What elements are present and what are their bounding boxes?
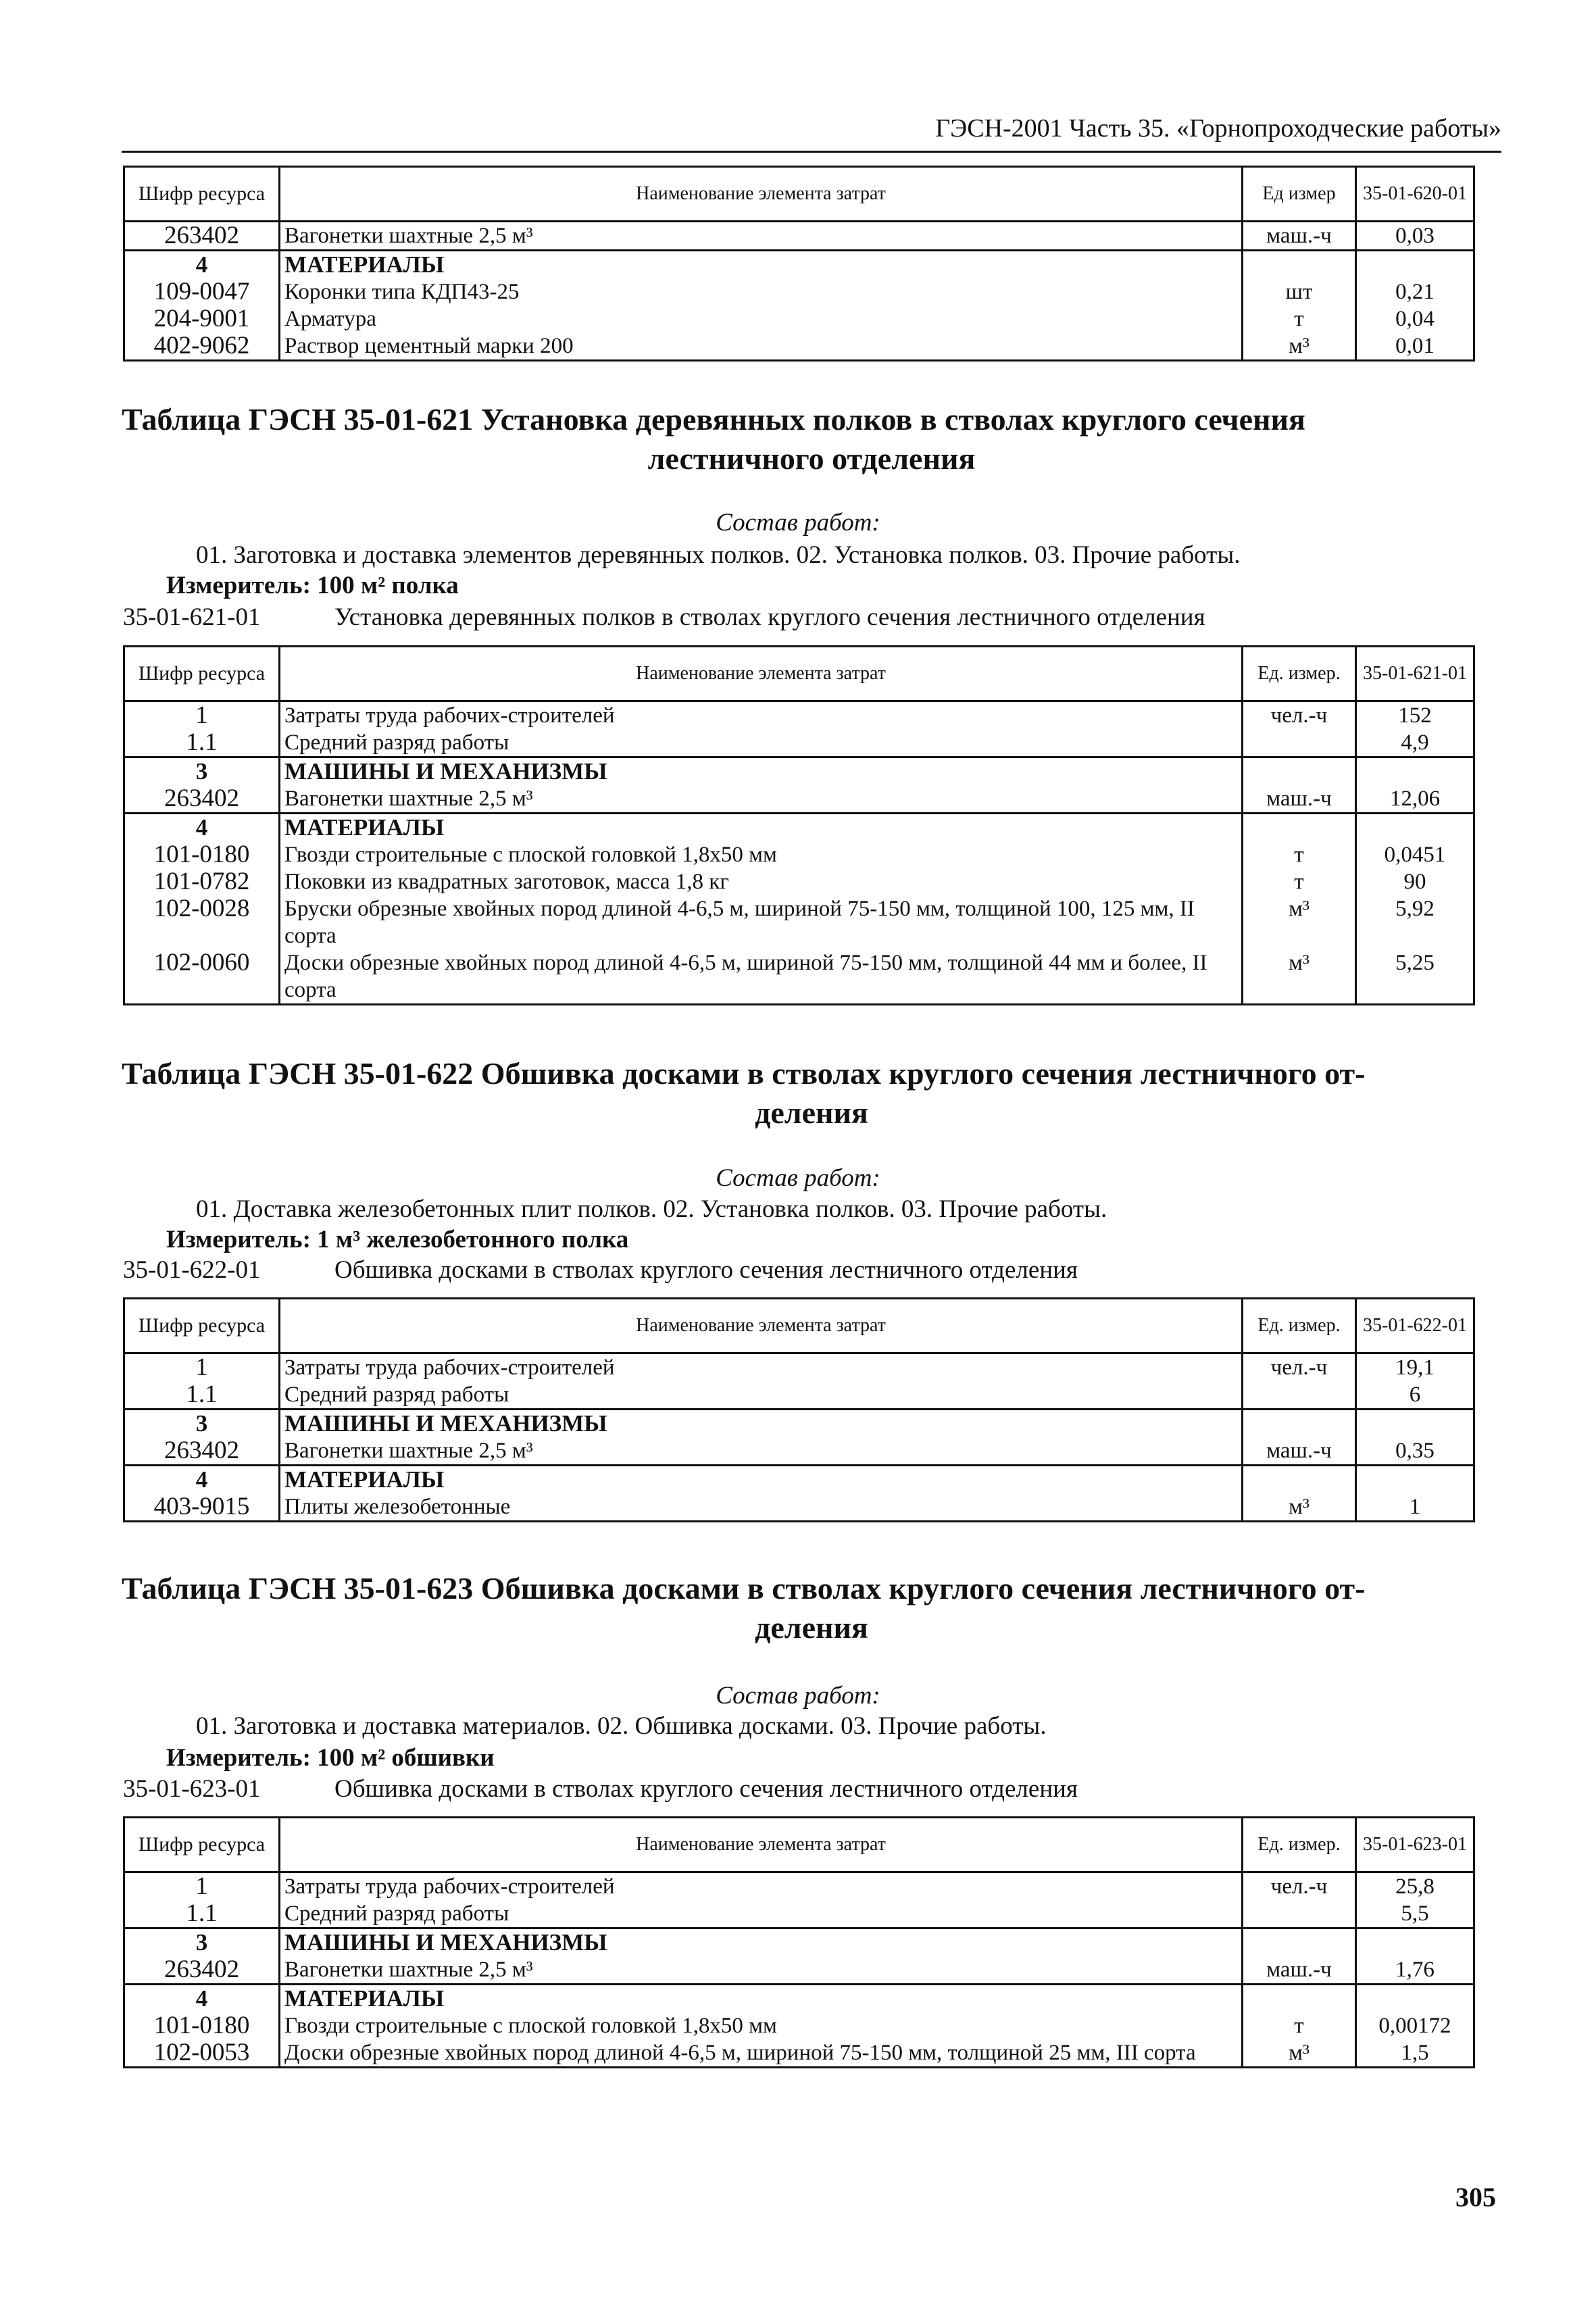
resource-name: Средний разряд работы [280, 729, 1243, 757]
resource-unit [1243, 814, 1356, 842]
resource-code: 101-0180 [124, 841, 280, 868]
resource-unit: чел.-ч [1243, 1353, 1356, 1382]
resource-unit: маш.-ч [1243, 1437, 1356, 1466]
table-row [124, 1410, 1474, 1438]
resource-unit: маш.-ч [1243, 222, 1356, 251]
resource-code: 109-0047 [124, 278, 280, 305]
resource-value: 25,8 [1356, 1872, 1474, 1901]
col-header-name: Наименование элемента затрат [280, 167, 1243, 222]
resource-code: 4 [124, 1985, 280, 2013]
resource-code: 102-0053 [124, 2039, 280, 2068]
resource-code: 1 [124, 1872, 280, 1901]
table-row [124, 895, 1474, 949]
table-row [124, 1900, 1474, 1928]
resource-code: 263402 [124, 222, 280, 251]
resource-unit: т [1243, 2012, 1356, 2039]
resource-code: 263402 [124, 785, 280, 814]
resource-value: 1 [1356, 1493, 1474, 1522]
resource-value [1356, 251, 1474, 279]
page-number: 305 [1455, 2182, 1496, 2212]
resource-unit: м³ [1243, 1493, 1356, 1522]
measure-value: 1 м³ железобетонного полка [317, 1226, 629, 1253]
work-composition-label: Состав работ: [716, 1164, 880, 1192]
table-row [124, 1928, 1474, 1957]
table-row [124, 251, 1474, 279]
col-header-unit: Ед. измер. [1243, 1299, 1356, 1353]
resource-unit [1243, 1985, 1356, 2013]
resource-name: Коронки типа КДП43-25 [280, 278, 1243, 305]
table-row [124, 701, 1474, 730]
measure-value: 100 м² обшивки [317, 1744, 495, 1772]
table-row [124, 305, 1474, 332]
resource-name: Поковки из квадратных заготовок, масса 1,8 кг [280, 868, 1243, 895]
resource-table-620 [123, 166, 1475, 362]
resource-unit: маш.-ч [1243, 785, 1356, 814]
table-row [124, 1437, 1474, 1466]
resource-value [1356, 1928, 1474, 1957]
table-row [124, 785, 1474, 814]
resource-value: 90 [1356, 868, 1474, 895]
resource-code: 102-0060 [124, 949, 280, 1005]
measure-line [166, 1225, 628, 1254]
resource-table-622 [123, 1297, 1475, 1522]
table-row [124, 868, 1474, 895]
title-line-1: Таблица ГЭСН 35-01-621 Установка деревянных полков в стволах круглого сечения [122, 402, 1305, 437]
table-row [124, 949, 1474, 1005]
resource-code: 1 [124, 1353, 280, 1382]
resource-value: 152 [1356, 701, 1474, 730]
table-row [124, 1381, 1474, 1410]
resource-unit: м³ [1243, 332, 1356, 361]
resource-code: 263402 [124, 1956, 280, 1985]
running-header: ГЭСН-2001 Часть 35. «Горнопроходческие работы» [935, 114, 1501, 143]
resource-value [1356, 814, 1474, 842]
section-title-622 [122, 1054, 1501, 1132]
resource-value: 0,03 [1356, 222, 1474, 251]
resource-value [1356, 1466, 1474, 1494]
resource-name: Затраты труда рабочих-строителей [280, 701, 1243, 730]
resource-value: 12,06 [1356, 785, 1474, 814]
table-row [124, 729, 1474, 757]
resource-unit [1243, 1381, 1356, 1410]
resource-value: 1,5 [1356, 2039, 1474, 2068]
resource-name: Гвозди строительные с плоской головкой 1,8х50 мм [280, 841, 1243, 868]
work-operations: 01. Заготовка и доставка элементов деревянных полков. 02. Установка полков. 03. Прочие работы. [196, 541, 1241, 569]
resource-unit: м³ [1243, 895, 1356, 949]
resource-name: Вагонетки шахтные 2,5 м³ [280, 1956, 1243, 1985]
col-header-norm-code: 35-01-623-01 [1356, 1818, 1474, 1872]
resource-code: 1.1 [124, 1900, 280, 1928]
resource-unit: чел.-ч [1243, 701, 1356, 730]
resource-value [1356, 1410, 1474, 1438]
resource-code: 263402 [124, 1437, 280, 1466]
resource-code: 101-0782 [124, 868, 280, 895]
resource-name: Вагонетки шахтные 2,5 м³ [280, 222, 1243, 251]
resource-name: Средний разряд работы [280, 1381, 1243, 1410]
col-header-norm-code: 35-01-621-01 [1356, 647, 1474, 701]
resource-unit [1243, 251, 1356, 279]
resource-name: МАТЕРИАЛЫ [280, 1985, 1243, 2013]
resource-code: 1.1 [124, 729, 280, 757]
resource-code: 204-9001 [124, 305, 280, 332]
resource-value [1356, 1985, 1474, 2013]
col-header-name: Наименование элемента затрат [280, 647, 1243, 701]
work-composition-label: Состав работ: [716, 1682, 880, 1710]
resource-value: 19,1 [1356, 1353, 1474, 1382]
header-rule [122, 151, 1501, 153]
resource-unit [1243, 1410, 1356, 1438]
table-row [124, 1985, 1474, 2013]
resource-name: Доски обрезные хвойных пород длиной 4-6,5 м, шириной 75-150 мм, толщиной 44 мм и более, II сорта [280, 949, 1243, 1005]
measure-label: Измеритель: [166, 1226, 311, 1253]
resource-unit: чел.-ч [1243, 1872, 1356, 1901]
resource-name: Затраты труда рабочих-строителей [280, 1353, 1243, 1382]
table-row [124, 757, 1474, 786]
resource-name: Затраты труда рабочих-строителей [280, 1872, 1243, 1901]
table-row [124, 222, 1474, 251]
measure-line [166, 1743, 495, 1772]
resource-name: МАШИНЫ И МЕХАНИЗМЫ [280, 757, 1243, 786]
resource-table-621 [123, 645, 1475, 1005]
resource-name: Вагонетки шахтные 2,5 м³ [280, 785, 1243, 814]
resource-unit: т [1243, 305, 1356, 332]
measure-label: Измеритель: [166, 1744, 311, 1772]
resource-code: 402-9062 [124, 332, 280, 361]
col-header-unit: Ед. измер. [1243, 647, 1356, 701]
resource-name: МАШИНЫ И МЕХАНИЗМЫ [280, 1410, 1243, 1438]
resource-code: 101-0180 [124, 2012, 280, 2039]
resource-unit: м³ [1243, 949, 1356, 1005]
title-line-2: деления [755, 1610, 868, 1645]
norm-code: 35-01-622-01 [123, 1256, 261, 1284]
resource-name: Бруски обрезные хвойных пород длиной 4-6,5 м, шириной 75-150 мм, толщиной 100, 125 мм, II сорта [280, 895, 1243, 949]
resource-value: 0,00172 [1356, 2012, 1474, 2039]
resource-code: 403-9015 [124, 1493, 280, 1522]
table-row [124, 2012, 1474, 2039]
col-header-norm-code: 35-01-620-01 [1356, 167, 1474, 222]
table-row [124, 1956, 1474, 1985]
resource-name: Гвозди строительные с плоской головкой 1,8х50 мм [280, 2012, 1243, 2039]
norm-name: Установка деревянных полков в стволах круглого сечения лестничного отделения [334, 603, 1205, 631]
resource-unit [1243, 1928, 1356, 1957]
col-header-unit: Ед измер [1243, 167, 1356, 222]
resource-code: 3 [124, 1928, 280, 1957]
resource-name: Доски обрезные хвойных пород длиной 4-6,5 м, шириной 75-150 мм, толщиной 25 мм, III сорта [280, 2039, 1243, 2068]
measure-value: 100 м² полка [317, 572, 459, 599]
norm-code: 35-01-621-01 [123, 603, 261, 631]
resource-unit: т [1243, 841, 1356, 868]
title-line-2: деления [755, 1095, 868, 1130]
table-row [124, 278, 1474, 305]
work-operations: 01. Заготовка и доставка материалов. 02. Обшивка досками. 03. Прочие работы. [196, 1712, 1047, 1740]
col-header-unit: Ед. измер. [1243, 1818, 1356, 1872]
resource-name: Плиты железобетонные [280, 1493, 1243, 1522]
resource-unit: м³ [1243, 2039, 1356, 2068]
resource-code: 4 [124, 251, 280, 279]
resource-code: 1 [124, 701, 280, 730]
resource-name: Раствор цементный марки 200 [280, 332, 1243, 361]
measure-label: Измеритель: [166, 572, 311, 599]
resource-value: 0,04 [1356, 305, 1474, 332]
resource-name: Вагонетки шахтные 2,5 м³ [280, 1437, 1243, 1466]
resource-name: МАТЕРИАЛЫ [280, 814, 1243, 842]
resource-code: 4 [124, 814, 280, 842]
resource-name: МАШИНЫ И МЕХАНИЗМЫ [280, 1928, 1243, 1957]
table-row [124, 1466, 1474, 1494]
title-line-1: Таблица ГЭСН 35-01-622 Обшивка досками в стволах круглого сечения лестничного от- [122, 1056, 1366, 1091]
table-row [124, 1872, 1474, 1901]
col-header-code: Шифр ресурса [124, 167, 280, 222]
col-header-code: Шифр ресурса [124, 647, 280, 701]
resource-value: 0,35 [1356, 1437, 1474, 1466]
table-row [124, 2039, 1474, 2068]
resource-code: 102-0028 [124, 895, 280, 949]
resource-value: 0,01 [1356, 332, 1474, 361]
resource-value: 1,76 [1356, 1956, 1474, 1985]
col-header-norm-code: 35-01-622-01 [1356, 1299, 1474, 1353]
col-header-name: Наименование элемента затрат [280, 1818, 1243, 1872]
resource-code: 3 [124, 1410, 280, 1438]
resource-unit: маш.-ч [1243, 1956, 1356, 1985]
resource-code: 4 [124, 1466, 280, 1494]
table-row [124, 332, 1474, 361]
resource-value: 5,5 [1356, 1900, 1474, 1928]
norm-name: Обшивка досками в стволах круглого сечения лестничного отделения [334, 1775, 1078, 1803]
table-row [124, 1353, 1474, 1382]
resource-name: МАТЕРИАЛЫ [280, 251, 1243, 279]
resource-value: 0,21 [1356, 278, 1474, 305]
resource-value: 4,9 [1356, 729, 1474, 757]
table-row [124, 814, 1474, 842]
col-header-code: Шифр ресурса [124, 1818, 280, 1872]
resource-name: Средний разряд работы [280, 1900, 1243, 1928]
section-title-621 [122, 400, 1501, 478]
resource-table-623 [123, 1816, 1475, 2068]
resource-unit [1243, 729, 1356, 757]
resource-name: МАТЕРИАЛЫ [280, 1466, 1243, 1494]
work-operations: 01. Доставка железобетонных плит полков. 02. Установка полков. 03. Прочие работы. [196, 1195, 1107, 1223]
title-line-2: лестничного отделения [647, 441, 976, 476]
resource-value: 0,0451 [1356, 841, 1474, 868]
table-row [124, 1493, 1474, 1522]
resource-unit: шт [1243, 278, 1356, 305]
col-header-name: Наименование элемента затрат [280, 1299, 1243, 1353]
measure-line [166, 571, 459, 600]
section-title-623 [122, 1569, 1501, 1647]
resource-unit [1243, 1466, 1356, 1494]
resource-name: Арматура [280, 305, 1243, 332]
resource-unit [1243, 1900, 1356, 1928]
resource-code: 3 [124, 757, 280, 786]
work-composition-label: Состав работ: [716, 509, 880, 537]
title-line-1: Таблица ГЭСН 35-01-623 Обшивка досками в стволах круглого сечения лестничного от- [122, 1571, 1366, 1605]
norm-code: 35-01-623-01 [123, 1775, 261, 1803]
table-row [124, 841, 1474, 868]
norm-name: Обшивка досками в стволах круглого сечения лестничного отделения [334, 1256, 1078, 1284]
resource-code: 1.1 [124, 1381, 280, 1410]
resource-value [1356, 757, 1474, 786]
col-header-code: Шифр ресурса [124, 1299, 280, 1353]
resource-unit [1243, 757, 1356, 786]
resource-value: 6 [1356, 1381, 1474, 1410]
resource-value: 5,92 [1356, 895, 1474, 949]
resource-unit: т [1243, 868, 1356, 895]
resource-value: 5,25 [1356, 949, 1474, 1005]
